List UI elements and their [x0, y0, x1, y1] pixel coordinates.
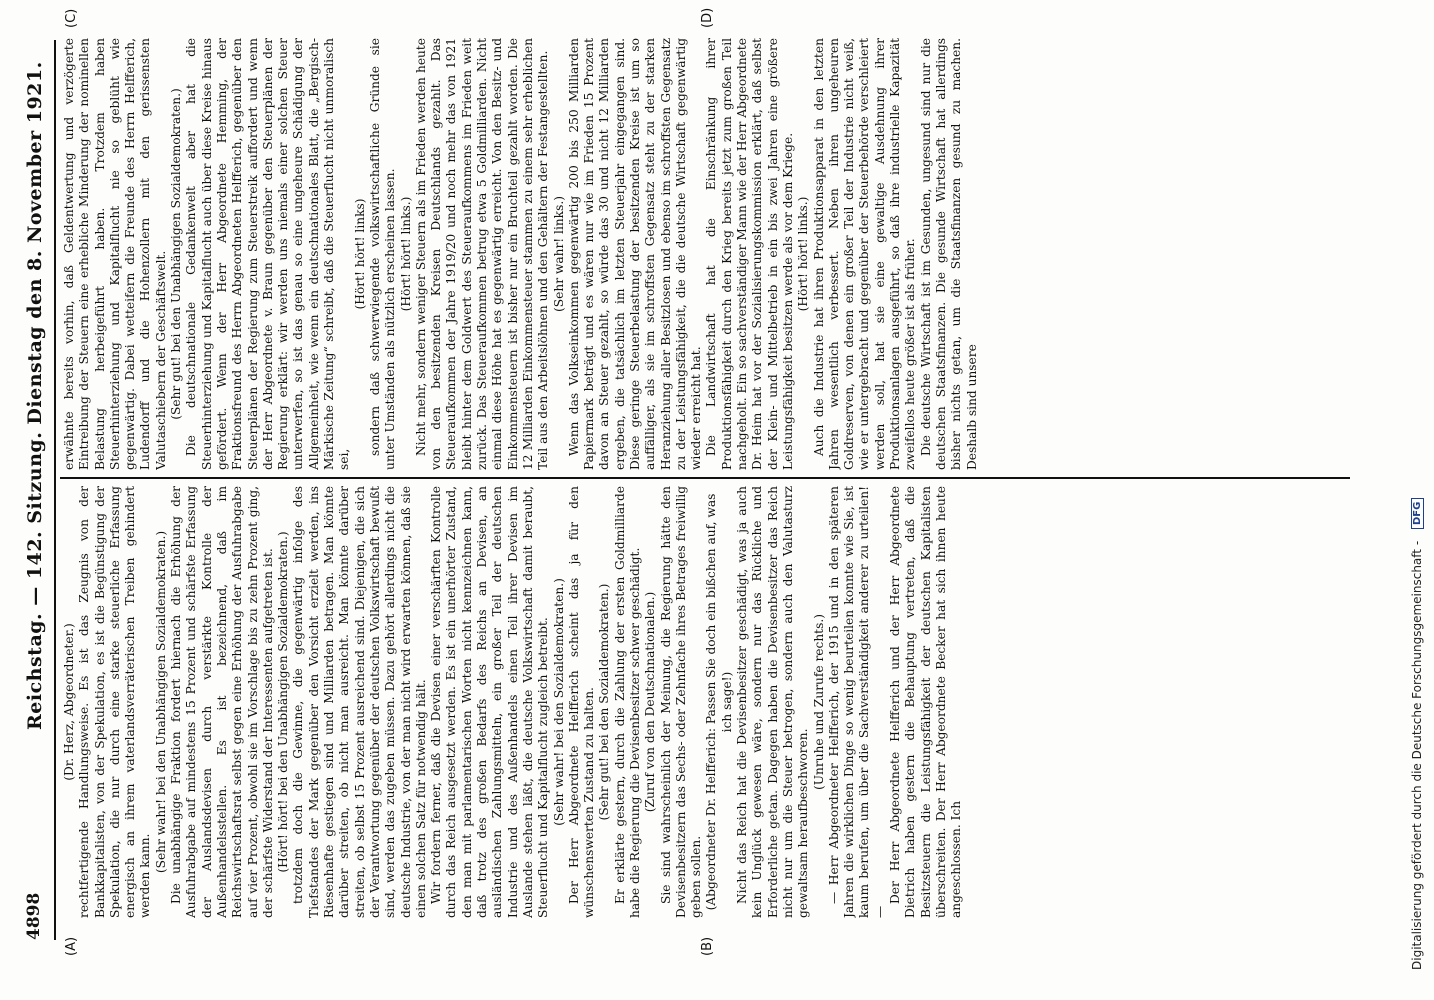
paragraph: Die deutschnationale Gedankenwelt aber hat die Steuerhinterziehung und Kapitalflucht auch über diese Kreise hinaus gefördert. Wenn der Herr Abgeordnete Hemming, der Fraktionsfreund des Herrn Abgeordneten Helfferich, gegenüber den Steuerplänen der Regierung zum Steuerstreik auffordert und wenn der Herr Abgeordnete v. Braun gegenüber den Steuerplänen der Regierung erklärt: wir werden uns niemals einer solchen Steuer unterwerfen, so ist das genau so eine ungeheure Schädigung der Allgemeinheit, wie wenn ein deutschnationales Blatt, die „Bergisch-Märkische Zeitung“ schreibt, daß die Steuerflucht nicht unmoralisch sei, — [184, 38, 352, 470]
paragraph: Auch die Industrie hat ihren Produktionsapparat in den letzten Jahren wesentlich verbessert. Neben ihren ungeheuren Goldreserven, von denen ein großer Teil der Industrie nicht weiß, wie er untergebracht und gegenüber der Steuerbehörde verschleiert werden soll, hat sie eine gewaltige Ausdehnung ihrer Produktionsanlagen ausgeführt, so daß ihre industrielle Kapazität zweifellos heute größer ist als früher. — [811, 38, 918, 470]
paragraph: — Herr Abgeordneter Helfferich, der 1915 und in den späteren Jahren die wirklichen Dinge so wenig beurteilen konnte wie Sie, ist kaum berufen, um über die Sachverständigkeit anderer zu urteilen! — — [826, 486, 887, 918]
interjection: (Unruhe und Zurufe rechts.) — [811, 614, 826, 790]
right-text-column — [62, 38, 1347, 470]
paragraph: Die Landwirtschaft hat die Einschränkung ihrer Produktionsfähigkeit durch den Krieg bereits jetzt zum großen Teil nachgeholt. Ein so sachverständiger Mann wie der Herr Abgeordnete Dr. Heim hat vor der Sozialisierungskommission erklärt, daß selbst der Klein- und Mittelbetrieb in ein bis zwei Jahren eine größere Leistungsfähigkeit besitzen werde als vor dem Kriege. — [704, 38, 795, 470]
left-text-column — [62, 486, 1347, 918]
interjection: (Sehr gut! bei den Sozialdemokraten.) — [597, 583, 612, 821]
interjection: (Hört! hört! links.) — [796, 196, 811, 312]
interjection: (Sehr wahr! bei den Unabhängigen Sozialdemokraten.) — [153, 530, 168, 874]
paragraph: sondern daß schwerwiegende volkswirtschaftliche Gründe sie unter Umständen als nützlich erscheinen lassen. — [367, 38, 398, 470]
page-number: 4898 — [24, 892, 44, 940]
interjection: (Hört! hört! bei den Unabhängigen Sozialdemokraten.) — [276, 531, 291, 873]
interjection: (Sehr wahr! links.) — [551, 196, 566, 312]
interjection: (Sehr gut! bei den Unabhängigen Sozialdemokraten.) — [169, 88, 184, 420]
interjection: (Hört! hört! links) — [352, 198, 367, 310]
margin-marker-d: (D) — [700, 7, 715, 28]
column-divider — [60, 477, 1350, 479]
paragraph: Wenn das Volkseinkommen gegenwärtig 200 bis 250 Milliarden Papiermark beträgt und es wären nur wie im Frieden 15 Prozent davon an Steuer gezahlt, so würde das 30 und nicht 12 Milliarden ergeben, die tatsächlich im letzten Steuerjahr eingegangen sind. Diese geringe Steuerbelastung der besitzenden Kreise ist um so auffälliger, als sie im schroffsten Gegensatz steht zu der starken Heranziehung aller Besitzlosen und ebenso im schroffsten Gegensatz zu der Leistungsfähigkeit, die die deutsche Wirtschaft gegenwärtig wieder erreicht hat. — [566, 38, 704, 470]
paragraph: Nicht mehr, sondern weniger Steuern als im Frieden werden heute von den besitzenden Kreisen Deutschlands gezahlt. Das Steueraufkommen der Jahre 1919/20 und noch mehr das von 1921 bleibt hinter dem Goldwert des Steueraufkommens im Frieden weit zurück. Das Steueraufkommen betrug etwa 5 Goldmilliarden. Nicht einmal diese Höhe hat es gegenwärtig erreicht. Von den Besitz- und Einkommensteuern ist bisher nur ein Bruchteil gezahlt worden. Die 12 Milliarden Einkommensteuer stammen zu einem sehr erheblichen Teil aus den Arbeitslöhnen und den Gehältern der Festangestellten. — [413, 38, 551, 470]
paragraph: Wir fordern ferner, daß die Devisen einer verschärften Kontrolle durch das Reich ausgesetzt werden. Es ist ein unerhörter Zustand, den man mit parlamentarischen Worten nicht kennzeichnen kann, daß trotz des großen Bedarfs des Reichs an Devisen, an ausländischen Zahlungsmitteln, ein großer Teil der deutschen Industrie und des Außenhandels einen Teil ihrer Devisen im Auslande stehen läßt, die deutsche Volkswirtschaft damit beraubt, Steuerflucht und Kapitalflucht zugleich betreibt. — [429, 486, 551, 918]
paragraph: Sie sind wahrscheinlich der Meinung, die Regierung hätte den Devisenbesitzern das Sechs- oder Zehnfache ihres Betrages freiwillig geben sollen. — [658, 486, 704, 918]
paragraph: Er erklärte gestern, durch die Zahlung der ersten Goldmilliarde habe die Regierung die Devisenbesitzer schwer geschädigt. — [612, 486, 642, 918]
interjection: (Abgeordneter Dr. Helfferich: Passen Sie doch ein bißchen auf, was ich sage!) — [704, 493, 734, 911]
paragraph: Die deutsche Wirtschaft ist im Gesunden, ungesund sind nur die deutschen Staatsfinanzen. Die gesunde Wirtschaft hat allerdings bisher nichts getan, um die Staatsfinanzen gesund zu machen. Deshalb sind unsere — [918, 38, 979, 470]
paragraph: trotzdem doch die Gewinne, die gegenwärtig infolge des Tiefstandes der Mark gegenüber den Vorsicht erzielt werden, ins Riesenhafte gestiegen sind und Milliarden betragen. Man könnte darüber streiten, ob nicht man ausreicht. Man könnte darüber streiten, ob selbst 15 Prozent ausreichend sind. Diejenigen, die sich der Verantwortung gegenüber der deutschen Volkswirtschaft bewußt sind, werden das zugeben müssen. Dazu gehört allerdings nicht die deutsche Industrie, von der man nicht wird erwarten können, daß sie einen solchen Satz für notwendig hält. — [291, 486, 428, 918]
page-header — [18, 40, 56, 940]
interjection: (Sehr wahr! bei den Sozialdemokraten.) — [551, 578, 566, 826]
interjection: (Dr. Herz, Abgeordneter.) — [62, 623, 76, 781]
paragraph: erwähnte bereits vorhin, daß Geldentwertung und verzögerte Eintreibung der Steuern eine erhebliche Minderung der nominellen Belastung herbeigeführt haben. Trotzdem haben Steuerhinterziehung und Kapitalflucht nie so geblüht wie gegenwärtig. Dabei wetteifern die Freunde des Herrn Helfferich, Ludendorff und die Hohenzollern mit den gerissensten Valutaschiebern der Geschäftswelt. — [62, 38, 168, 470]
margin-marker-b: (B) — [700, 936, 715, 956]
margin-marker-a: (A) — [64, 936, 79, 956]
interjection: (Hört! hört! links.) — [398, 196, 413, 312]
margin-marker-c: (C) — [64, 8, 79, 28]
footer-text: Digitalisierung gefördert durch die Deutsche Forschungsgemeinschaft - — [1410, 540, 1424, 970]
paragraph: Die unabhängige Fraktion fordert hiernach die Erhöhung der Ausfuhrabgabe auf mindestens 15 Prozent und schärfste Erfassung der Auslandsdevisen durch verstärkte Kontrolle der Außenhandelsstellen. Es ist bezeichnend, daß im Reichswirtschaftsrat selbst gegen eine Erhöhung der Ausfuhrabgabe auf vier Prozent, obwohl sie im Vorschlage bis zu zehn Prozent ging, der schärfste Widerstand der Interessenten aufgetreten ist. — [169, 486, 275, 918]
digitization-footer — [1410, 30, 1428, 970]
paragraph: rechtfertigende Handlungsweise. Es ist das Zeugnis von der Bankkapitalisten, von der Spekulation, es ist die Begünstigung der Spekulation, die nur durch eine starke steuerliche Erfassung energisch an ihrem vaterlandsverräterischen Treiben gehindert werden kann. — [77, 486, 153, 918]
page-title: Reichstag. — 142. Sitzung. Dienstag den 8. November 1921. — [24, 61, 46, 730]
paragraph: Der Herr Abgeordnete Helfferich scheint das ja für den wünschenswerten Zustand zu halten. — [566, 486, 597, 918]
paragraph: Nicht das Reich hat die Devisenbesitzer geschädigt, was ja auch kein Unglück gewesen wäre, sondern nur das Rückliche und Erforderliche getan. Dagegen haben die Devisenbesitzer das Reich nicht nur um die Steuer betrogen, sondern auch den Valutasturz gewaltsam heraufbeschworen. — [735, 486, 811, 918]
interjection: (Zuruf von den Deutschnationalen.) — [643, 591, 658, 813]
paragraph: Der Herr Abgeordnete Helfferich und der Herr Abgeordnete Dietrich haben gestern die Behauptung vertreten, daß die Besitzsteuern die Leistungsfähigkeit der deutschen Kapitalisten überschreiten. Der Herr Abgeordnete Becker hat sich ihnen heute angeschlossen. Ich — [888, 486, 964, 918]
dfg-logo: DFG — [1411, 498, 1424, 529]
